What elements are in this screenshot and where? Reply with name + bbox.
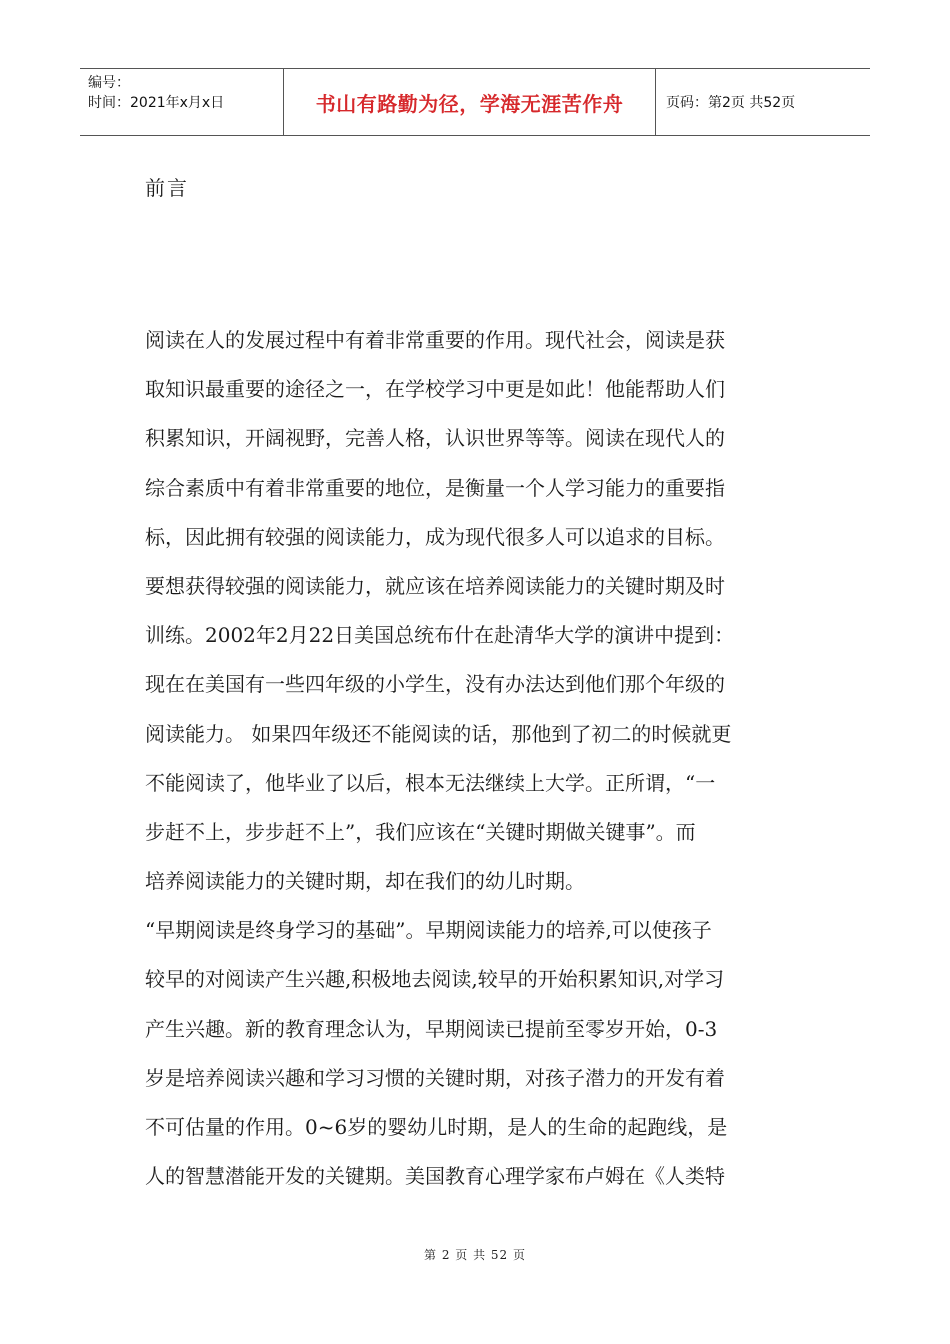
body-line: 阅读在人的发展过程中有着非常重要的作用。现代社会，阅读是获 xyxy=(145,328,725,352)
body-line: 阅读能力。 如果四年级还不能阅读的话，那他到了初二的时候就更 xyxy=(145,721,732,746)
body-line: 要想获得较强的阅读能力，就应该在培养阅读能力的关键时期及时 xyxy=(145,573,725,598)
body-line: 训练。2002年2月22日美国总统布什在赴清华大学的演讲中提到： xyxy=(145,623,735,648)
body-line: 不能阅读了，他毕业了以后，根本无法继续上大学。正所谓，“一 xyxy=(145,770,716,795)
body-line: 步赶不上，步步赶不上”，我们应该在“关键时期做关键事”。而 xyxy=(145,819,696,844)
body-line: 现在在美国有一些四年级的小学生，没有办法达到他们那个年级的 xyxy=(145,672,725,697)
body-line: 岁是培养阅读兴趣和学习习惯的关键时期，对孩子潜力的开发有着 xyxy=(145,1065,725,1090)
body-line: 标，因此拥有较强的阅读能力，成为现代很多人可以追求的目标。 xyxy=(145,524,725,549)
preface-title: 前言 xyxy=(145,176,189,200)
body-line: 产生兴趣。新的教育理念认为，早期阅读已提前至零岁开始，0-3 xyxy=(145,1016,718,1041)
body-line: 取知识最重要的途径之一，在学校学习中更是如此！他能帮助人们 xyxy=(145,377,725,402)
body-line: 培养阅读能力的关键时期，却在我们的幼儿时期。 xyxy=(145,869,585,894)
body-line: 较早的对阅读产生兴趣,积极地去阅读,较早的开始积累知识,对学习 xyxy=(145,967,725,992)
body-line: 人的智慧潜能开发的关键期。美国教育心理学家布卢姆在《人类特 xyxy=(145,1164,725,1189)
document-number: 编号： xyxy=(88,75,130,91)
header-page-info: 页码：第2页 共52页 xyxy=(666,95,796,111)
page-header xyxy=(80,68,870,136)
header-motto: 书山有路勤为径，学海无涯苦作舟 xyxy=(283,69,656,135)
body-text xyxy=(145,316,810,1201)
body-line: 积累知识，开阔视野，完善人格，认识世界等等。阅读在现代人的 xyxy=(145,426,725,451)
document-time: 时间：2021年x月x日 xyxy=(88,95,225,111)
body-line: “早期阅读是终身学习的基础”。早期阅读能力的培养,可以使孩子 xyxy=(145,918,712,943)
header-meta xyxy=(80,69,283,135)
page-footer: 第 2 页 共 52 页 xyxy=(424,1248,526,1262)
body-line: 不可估量的作用。0~6岁的婴幼儿时期，是人的生命的起跑线，是 xyxy=(145,1115,728,1139)
body-line: 综合素质中有着非常重要的地位，是衡量一个人学习能力的重要指 xyxy=(145,475,725,500)
